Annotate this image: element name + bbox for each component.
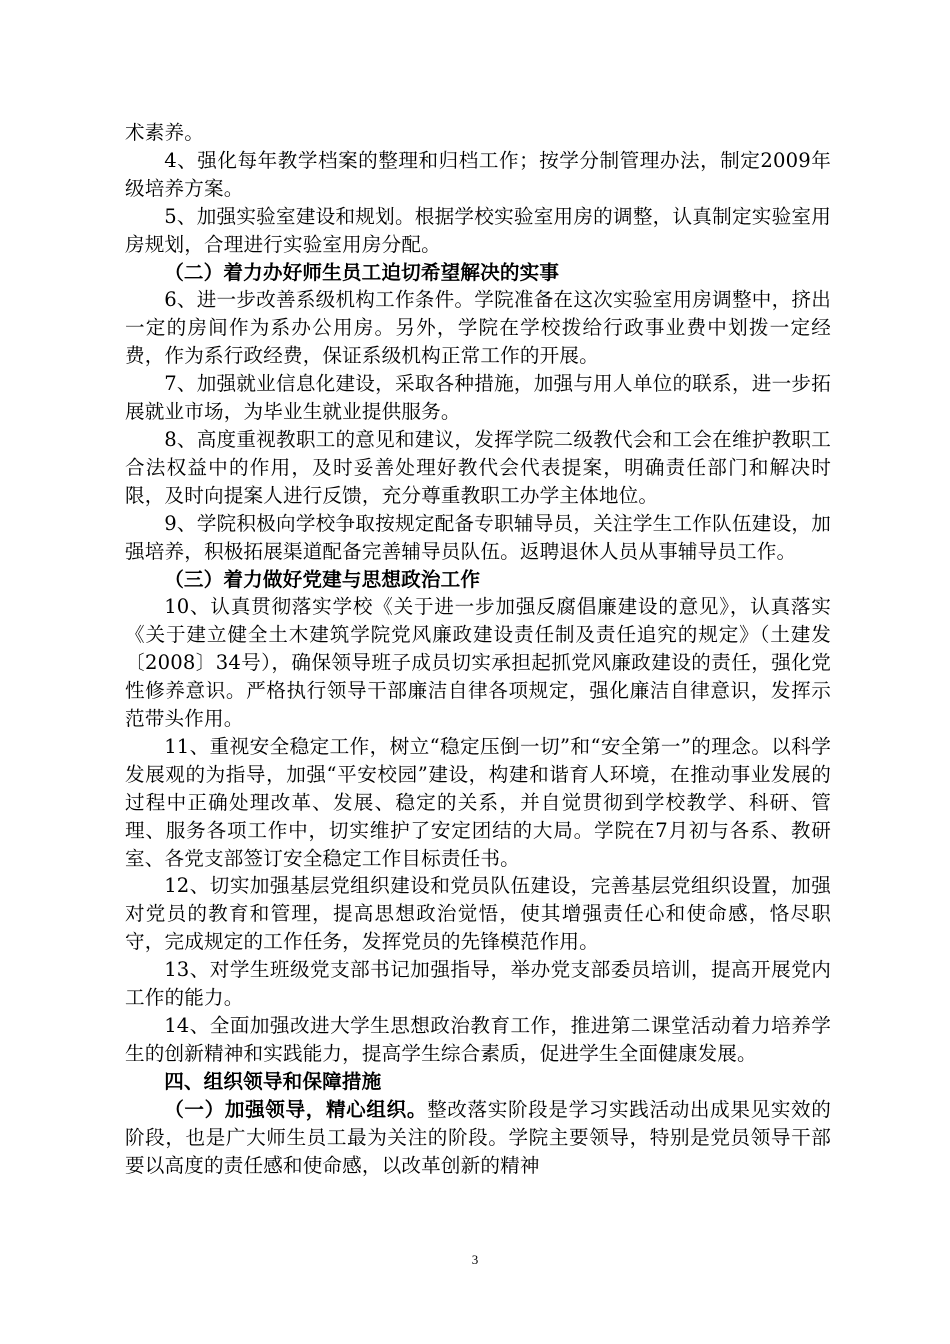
paragraph-13: 14、全面加强改进大学生思想政治教育工作，推进第二课堂活动着力培养学生的创新精神和实践能力，提高学生综合素质，促进学生全面健康发展。 <box>125 1014 831 1065</box>
section-heading-2: （二）着力办好师生员工迫切希望解决的实事 <box>164 260 560 284</box>
paragraph-9: 10、认真贯彻落实学校《关于进一步加强反腐倡廉建设的意见》，认真落实《关于建立健全土木建筑学院党风廉政建设责任制及责任追究的规定》（土建发〔2008〕34号），确保领导班子成员切实承担起抓党风廉政建设的责任，强化党性修养意识。严格执行领导干部廉洁自律各项规定，强化廉洁自律意识，发挥示范带头作用。 <box>125 595 831 731</box>
paragraph-last <box>125 1096 831 1180</box>
paragraph-5: 7、加强就业信息化建设，采取各种措施，加强与用人单位的联系，进一步拓展就业市场，为毕业生就业提供服务。 <box>125 372 831 424</box>
document-body <box>125 119 831 1179</box>
paragraph-10: 11、重视安全稳定工作，树立“稳定压倒一切”和“安全第一”的理念。以科学发展观的为指导，加强“平安校园”建设，构建和谐育人环境，在推动事业发展的过程中正确处理改革、发展、稳定的关系，并自觉贯彻到学校教学、科研、管理、服务各项工作中，切实维护了安定团结的大局。学院在7月初与各系、教研室、各党支部签订安全稳定工作目标责任书。 <box>125 734 831 870</box>
section-heading-3: （三）着力做好党建与思想政治工作 <box>164 567 481 591</box>
paragraph-last-body: 整改落实阶段是学习实践活动出成果见实效的阶段，也是广大师生员工最为关注的阶段。学院主要领导，特别是党员领导干部要以高度的责任感和使命感，以改革创新的精神 <box>125 1097 832 1177</box>
paragraph-6: 8、高度重视教职工的意见和建议，发挥学院二级教代会和工会在维护教职工合法权益中的作用，及时妥善处理好教代会代表提案，明确责任部门和解决时限，及时向提案人进行反馈，充分尊重教职工办学主体地位。 <box>125 427 831 507</box>
paragraph-1: 4、强化每年教学档案的整理和归档工作；按学分制管理办法，制定2009年级培养方案。 <box>125 148 831 200</box>
paragraph-7: 9、学院积极向学校争取按规定配备专职辅导员，关注学生工作队伍建设，加强培养，积极拓展渠道配备完善辅导员队伍。返聘退休人员从事辅导员工作。 <box>125 511 831 563</box>
section-heading-4: 四、组织领导和保障措施 <box>164 1069 382 1093</box>
paragraph-last-lead: （一）加强领导，精心组织。 <box>164 1097 428 1121</box>
paragraph-11: 12、切实加强基层党组织建设和党员队伍建设，完善基层党组织设置，加强对党员的教育和管理，提高思想政治觉悟，使其增强责任心和使命感，恪尽职守，完成规定的工作任务，发挥党员的先锋模范作用。 <box>125 874 831 954</box>
paragraph-2: 5、加强实验室建设和规划。根据学校实验室用房的调整，认真制定实验室用房规划，合理进行实验室用房分配。 <box>125 204 831 256</box>
paragraph-4: 6、进一步改善系级机构工作条件。学院准备在这次实验室用房调整中，挤出一定的房间作为系办公用房。另外，学院在学校拨给行政事业费中划拨一定经费，作为系行政经费，保证系级机构正常工作的开展。 <box>125 288 831 368</box>
paragraph-0: 术素养。 <box>125 121 204 144</box>
page-number: 3 <box>471 1252 479 1267</box>
paragraph-12: 13、对学生班级党支部书记加强指导，举办党支部委员培训，提高开展党内工作的能力。 <box>125 958 831 1010</box>
